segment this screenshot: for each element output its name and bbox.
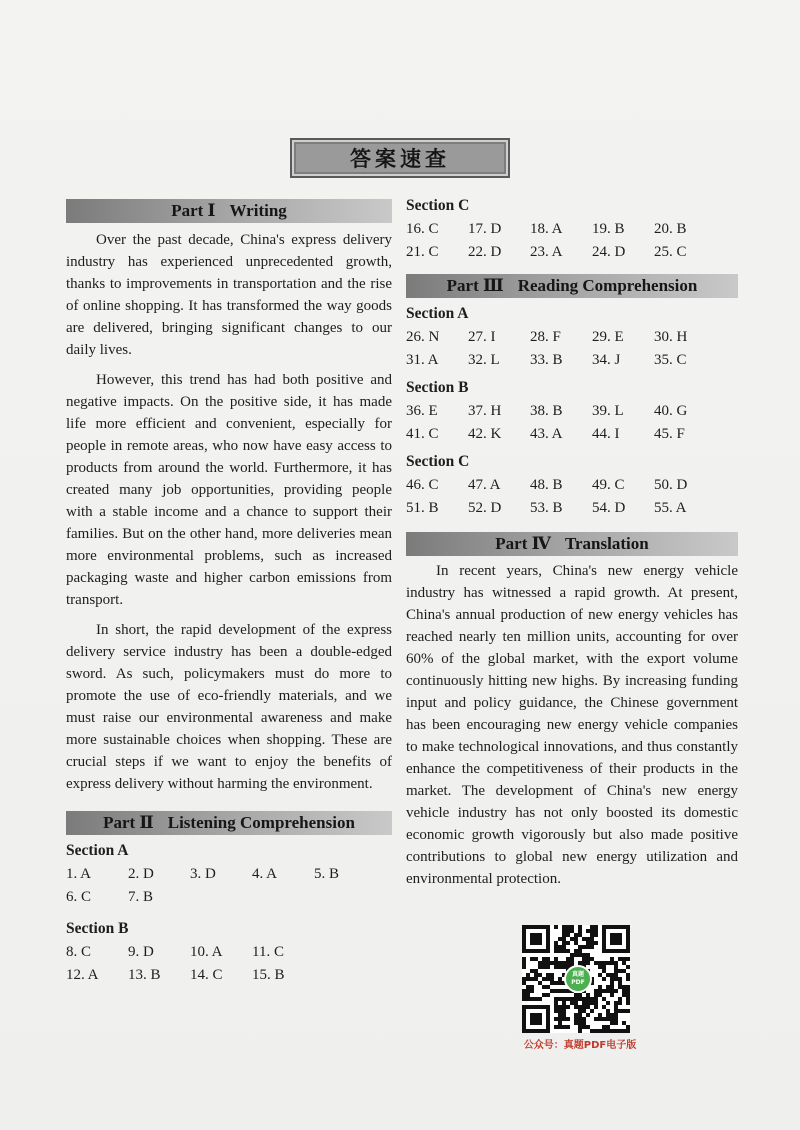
answer: 33. B [530, 352, 563, 368]
answer: 13. B [128, 967, 161, 983]
answer-row [406, 241, 738, 264]
answer: 25. C [654, 244, 687, 260]
answer: 28. F [530, 329, 561, 345]
writing-paragraph: In short, the rapid development of the express delivery service industry has been a double-edged sword. As such, policymakers must do more to promote the use of eco-friendly materials, and we must raise our environmental awareness and make more sustainable choices when shopping. These are crucial steps if we want to enjoy the benefits of express delivery without harming the environment. [66, 622, 392, 792]
answer: 34. J [592, 352, 621, 368]
part3-name: Reading Comprehension [517, 276, 698, 295]
answer: 23. A [530, 244, 563, 260]
answer: 31. A [406, 352, 439, 368]
answer: 20. B [654, 221, 687, 237]
answer: 16. C [406, 221, 439, 237]
answer: 46. C [406, 477, 439, 493]
answer: 54. D [592, 500, 626, 516]
answer: 8. C [66, 944, 92, 960]
answer: 14. C [190, 967, 223, 983]
answer: 2. D [128, 866, 154, 882]
answer: 21. C [406, 244, 439, 260]
part4-number: Part Ⅳ [495, 534, 551, 553]
answer: 24. D [592, 244, 626, 260]
qr-caption: 公众号：真题PDF电子版 [523, 1040, 637, 1051]
answer: 38. B [530, 403, 563, 419]
section-heading: Section C [406, 197, 470, 214]
answer: 39. L [592, 403, 624, 419]
left-column [66, 199, 392, 987]
answer: 52. D [468, 500, 502, 516]
part1-number: Part Ⅰ [171, 201, 216, 220]
answer: 15. B [252, 967, 285, 983]
answer-row [406, 497, 738, 520]
answer: 12. A [66, 967, 99, 983]
writing-paragraph: However, this trend has had both positive and negative impacts. On the positive side, it has made life more efficient and convenient, especially for people in remote areas, who now have easy access to products from around the world. Furthermore, it has created many job opportunities, providing people with a stable income and a chance to support their families. But on the other hand, more deliveries mean more environmental problems, such as increased packaging waste and higher carbon emissions from transport. [66, 372, 392, 608]
part1-header [66, 199, 392, 223]
qr-center-badge: 真题 PDF [564, 965, 592, 993]
answer: 36. E [406, 403, 438, 419]
answer: 32. L [468, 352, 500, 368]
answer-row [66, 964, 392, 987]
part2-name: Listening Comprehension [167, 813, 355, 832]
answer: 42. K [468, 426, 502, 442]
answer: 50. D [654, 477, 688, 493]
writing-paragraph: Over the past decade, China's express delivery industry has experienced unprecedented growth, thanks to improvements in transportation and the rise of online shopping. It has transformed the way goods are delivered, bringing significant changes to our daily lives. [66, 232, 392, 358]
page-title: 答案速查 [290, 138, 510, 178]
answer: 47. A [468, 477, 501, 493]
answer-row [66, 863, 392, 886]
answer: 40. G [654, 403, 688, 419]
answer: 11. C [252, 944, 284, 960]
answer: 29. E [592, 329, 624, 345]
answer-row [406, 218, 738, 241]
section-heading: Section B [66, 920, 129, 937]
answer: 3. D [190, 866, 216, 882]
answer: 43. A [530, 426, 563, 442]
right-column [406, 194, 738, 890]
part1-name: Writing [229, 201, 287, 220]
answer: 18. A [530, 221, 563, 237]
answer-row [406, 326, 738, 349]
answer: 41. C [406, 426, 439, 442]
answer: 30. H [654, 329, 688, 345]
answer: 49. C [592, 477, 625, 493]
part3-header [406, 274, 738, 298]
answer: 51. B [406, 500, 439, 516]
part3-number: Part Ⅲ [446, 276, 504, 295]
answer: 48. B [530, 477, 563, 493]
answer-row [406, 423, 738, 446]
answer: 7. B [128, 889, 154, 905]
answer: 22. D [468, 244, 502, 260]
answer: 45. F [654, 426, 685, 442]
answer: 9. D [128, 944, 154, 960]
answer-row [406, 400, 738, 423]
answer: 10. A [190, 944, 223, 960]
answer: 4. A [252, 866, 278, 882]
qr-code [522, 925, 630, 1033]
answer: 35. C [654, 352, 687, 368]
answer-row [66, 941, 392, 964]
section-heading: Section A [66, 842, 129, 859]
translation-paragraph: In recent years, China's new energy vehicle industry has witnessed a rapid growth. At present, China's annual production of new energy vehicles has reached nearly ten million units, accounting for over 60% of the global market, with the export volume continuously hitting new highs. By increasing funding input and policy guidance, the Chinese government has been encouraging new energy vehicle companies to make technological innovations, and thus constantly enhance the competitiveness of their products in the market. The development of China's new energy vehicle industry has not only boosted its domestic economic growth vigorously but also made positive contributions to global new energy utilization and environmental protection. [406, 563, 738, 887]
answer: 1. A [66, 866, 92, 882]
answer: 17. D [468, 221, 502, 237]
answer: 5. B [314, 866, 340, 882]
section-heading: Section A [406, 305, 469, 322]
part2-number: Part Ⅱ [103, 813, 154, 832]
answer: 53. B [530, 500, 563, 516]
answer-row [66, 886, 392, 909]
section-heading: Section C [406, 453, 470, 470]
answer: 19. B [592, 221, 625, 237]
answer: 37. H [468, 403, 502, 419]
answer: 55. A [654, 500, 687, 516]
answer: 27. I [468, 329, 496, 345]
part2-header [66, 811, 392, 835]
section-heading: Section B [406, 379, 469, 396]
answer: 44. I [592, 426, 620, 442]
part4-header [406, 532, 738, 556]
answer-row [406, 474, 738, 497]
answer: 26. N [406, 329, 440, 345]
answer-row [406, 349, 738, 372]
answer: 6. C [66, 889, 92, 905]
part4-name: Translation [564, 534, 649, 553]
